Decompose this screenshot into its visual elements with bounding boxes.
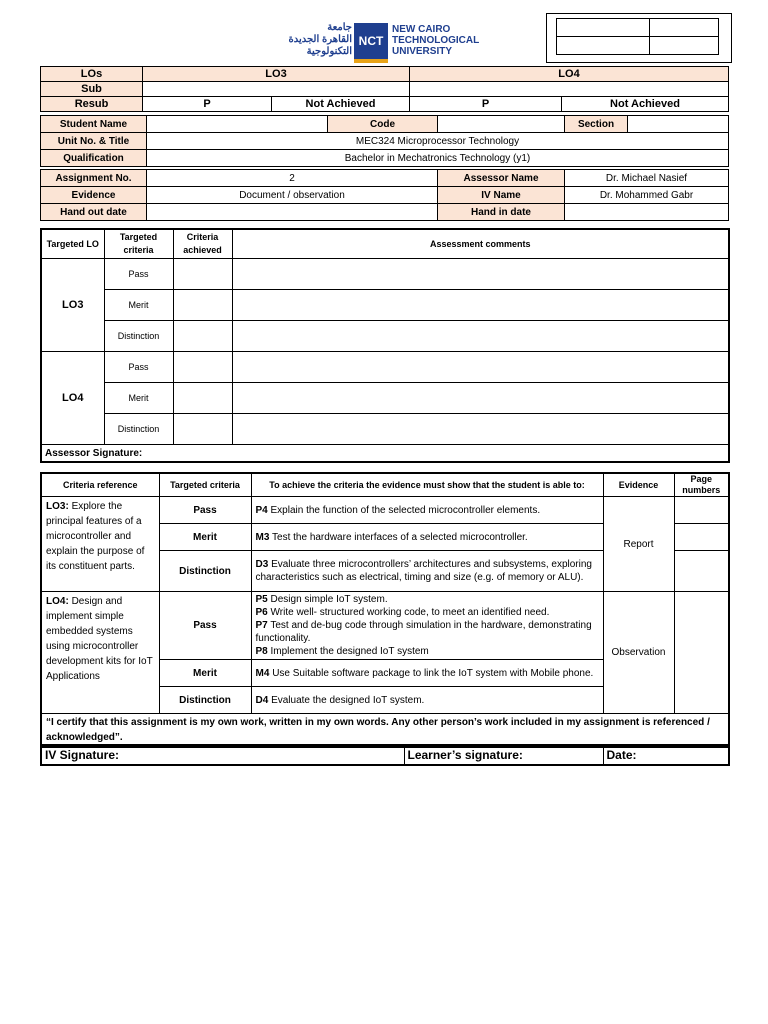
lo3-sub-cell[interactable] [143, 82, 410, 97]
handin-field[interactable] [565, 204, 729, 221]
lo3-distinction-comment[interactable] [232, 321, 729, 352]
lo4-header: LO4 [410, 67, 729, 82]
d4-criterion: D4 Evaluate the designed IoT system. [251, 687, 603, 714]
lo3-description: LO3: Explore the principal features of a microcontroller and explain the purpose of its constituent parts. [41, 497, 159, 592]
criteria-achieved-header: Criteria achieved [173, 229, 232, 259]
p4-page[interactable] [674, 497, 729, 524]
lo4-evidence: Observation [603, 592, 674, 714]
p6-criterion: P6 Write well- structured working code, to meet an identified need. [255, 607, 550, 618]
lo3-merit-achieved[interactable] [173, 290, 232, 321]
lo4-pass-criteria [251, 592, 603, 660]
logo-arabic-name: جامعة القاهرة الجديدة التكنولوجية [288, 22, 352, 57]
lo4-cell: LO4 [41, 352, 104, 445]
assignment-value: 2 [147, 170, 438, 187]
lo-summary-table [40, 66, 729, 112]
assessment-table [40, 228, 730, 463]
evidence-header: Evidence [603, 473, 674, 497]
lo4-merit-achieved[interactable] [173, 383, 232, 414]
handin-label: Hand in date [438, 204, 565, 221]
lo3-distinction-label: Distinction [104, 321, 173, 352]
lo4-distinction-comment[interactable] [232, 414, 729, 445]
learner-signature[interactable]: Learner’s signature: [404, 745, 603, 765]
signature-table [40, 744, 730, 766]
student-info-table [40, 115, 729, 221]
iv-label: IV Name [438, 187, 565, 204]
certification-statement: “I certify that this assignment is my own work, written in my own words. Any other person’s work included in my assignment is referenced / acknowledged”. [41, 714, 729, 748]
lo4-pass-label: Pass [104, 352, 173, 383]
qualification-value: Bachelor in Mechatronics Technology (y1) [147, 150, 729, 167]
lo4-distinction-achieved[interactable] [173, 414, 232, 445]
p4-criterion: P4 Explain the function of the selected microcontroller elements. [251, 497, 603, 524]
date-field[interactable]: Date: [603, 745, 729, 765]
lo3-pass-comment[interactable] [232, 259, 729, 290]
lo4-sub-cell[interactable] [410, 82, 729, 97]
lo4-description: LO4: Design and implement simple embedded systems using microcontroller development kits for IoT Applications [41, 592, 159, 714]
lo4-pass-achieved[interactable] [173, 352, 232, 383]
office-use-grid [556, 18, 719, 55]
office-use-box [546, 13, 732, 63]
university-logo [276, 22, 480, 64]
lo3-pass: Pass [159, 497, 251, 524]
handout-field[interactable] [147, 204, 438, 221]
section-label: Section [565, 116, 628, 133]
lo4-merit-label: Merit [104, 383, 173, 414]
achieve-header: To achieve the criteria the evidence must show that the student is able to: [251, 473, 603, 497]
iv-signature[interactable]: IV Signature: [41, 745, 404, 765]
lo3-pass-label: Pass [104, 259, 173, 290]
qualification-label: Qualification [41, 150, 147, 167]
m3-criterion: M3 Test the hardware interfaces of a selected microcontroller. [251, 524, 603, 551]
logo-mark: NCT [354, 23, 388, 63]
lo3-merit: Merit [159, 524, 251, 551]
lo4-grade: P [410, 97, 562, 112]
lo4-distinction: Distinction [159, 687, 251, 714]
criteria-table [40, 472, 730, 748]
lo4-merit-comment[interactable] [232, 383, 729, 414]
student-name-field[interactable] [147, 116, 328, 133]
d3-criterion: D3 Evaluate three microcontrollers’ architectures and subsystems, exploring characteristics such as electrical, timing and size (e.g. of memory or ALU). [251, 551, 603, 592]
section-field[interactable] [628, 116, 729, 133]
lo3-evidence: Report [603, 497, 674, 592]
p8-criterion: P8 Implement the designed IoT system [255, 646, 429, 657]
unit-label: Unit No. & Title [41, 133, 147, 150]
student-name-label: Student Name [41, 116, 147, 133]
assignment-label: Assignment No. [41, 170, 147, 187]
p5-criterion: P5 Design simple IoT system. [255, 594, 388, 605]
lo4-pass: Pass [159, 592, 251, 660]
lo3-merit-comment[interactable] [232, 290, 729, 321]
resub-label: Resub [41, 97, 143, 112]
assessor-label: Assessor Name [438, 170, 565, 187]
lo3-grade: P [143, 97, 272, 112]
logo-english-name: NEW CAIRO TECHNOLOGICAL UNIVERSITY [392, 24, 480, 57]
criteria-reference-header: Criteria reference [41, 473, 159, 497]
assessor-value: Dr. Michael Nasief [565, 170, 729, 187]
lo3-status: Not Achieved [272, 97, 410, 112]
code-field[interactable] [438, 116, 565, 133]
targeted-lo-header: Targeted LO [41, 229, 104, 259]
evidence-value: Document / observation [147, 187, 438, 204]
lo3-distinction: Distinction [159, 551, 251, 592]
unit-value: MEC324 Microprocessor Technology [147, 133, 729, 150]
assessment-comments-header: Assessment comments [232, 229, 729, 259]
m3-page[interactable] [674, 524, 729, 551]
page-numbers-header: Page numbers [674, 473, 729, 497]
d3-page[interactable] [674, 551, 729, 592]
targeted-criteria-header: Targeted criteria [159, 473, 251, 497]
assessor-signature-label[interactable]: Assessor Signature: [41, 445, 729, 463]
m4-criterion: M4 Use Suitable software package to link the IoT system with Mobile phone. [251, 660, 603, 687]
handout-label: Hand out date [41, 204, 147, 221]
lo3-pass-achieved[interactable] [173, 259, 232, 290]
lo3-distinction-achieved[interactable] [173, 321, 232, 352]
lo3-cell: LO3 [41, 259, 104, 352]
lo4-page[interactable] [674, 592, 729, 714]
lo4-pass-comment[interactable] [232, 352, 729, 383]
lo4-status: Not Achieved [562, 97, 729, 112]
sub-label: Sub [41, 82, 143, 97]
evidence-label: Evidence [41, 187, 147, 204]
lo4-merit: Merit [159, 660, 251, 687]
iv-value: Dr. Mohammed Gabr [565, 187, 729, 204]
code-label: Code [328, 116, 438, 133]
lo3-header: LO3 [143, 67, 410, 82]
lo3-merit-label: Merit [104, 290, 173, 321]
lo4-distinction-label: Distinction [104, 414, 173, 445]
p7-criterion: P7 Test and de-bug code through simulation in the hardware, demonstrating functionality. [255, 620, 592, 644]
targeted-criteria-header: Targeted criteria [104, 229, 173, 259]
los-label: LOs [41, 67, 143, 82]
